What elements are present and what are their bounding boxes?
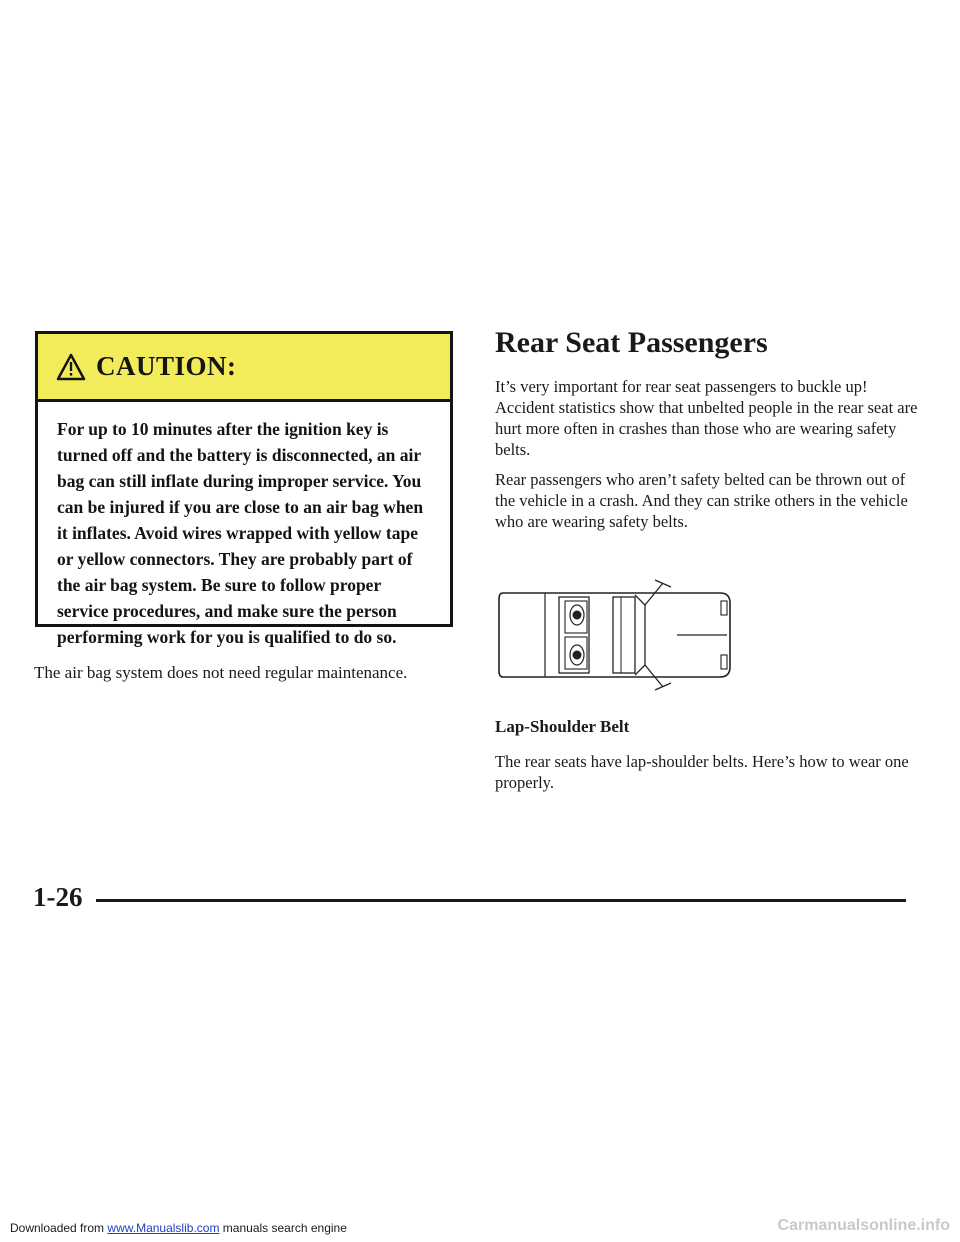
watermark: Carmanualsonline.info bbox=[777, 1217, 950, 1234]
banner-prefix: Downloaded from bbox=[10, 1221, 105, 1235]
maintenance-note: The air bag system does not need regular maintenance. bbox=[34, 663, 408, 682]
footer-rule bbox=[96, 899, 906, 902]
banner-suffix: manuals search engine bbox=[222, 1221, 347, 1235]
paragraph-lap-shoulder: The rear seats have lap-shoulder belts. Here’s how to wear one properly. bbox=[495, 752, 909, 792]
paragraph-thrown-out: Rear passengers who aren’t safety belted can be thrown out of the vehicle in a crash. And they can strike others in the vehicle who are wearing safety belts. bbox=[495, 470, 908, 531]
vehicle-top-view-icon bbox=[495, 575, 735, 695]
warning-triangle-icon bbox=[56, 353, 86, 381]
paragraph-buckle-up: It’s very important for rear seat passengers to buckle up! Accident statistics show that unbelted people in the rear seat are hurt more often in crashes than those who are wearing safety belts. bbox=[495, 377, 918, 459]
page-number: 1-26 bbox=[33, 882, 83, 912]
caution-title: CAUTION: bbox=[96, 351, 237, 381]
caution-box bbox=[35, 331, 453, 647]
section-title: Rear Seat Passengers bbox=[495, 326, 768, 359]
lap-shoulder-belt-heading: Lap-Shoulder Belt bbox=[495, 717, 630, 736]
caution-header bbox=[38, 334, 450, 402]
manualslib-link[interactable]: www.Manualslib.com bbox=[107, 1221, 220, 1235]
download-banner bbox=[10, 1221, 347, 1235]
caution-text: For up to 10 minutes after the ignition key is turned off and the battery is disconnected, an air bag can still inflate during improper service. You can be injured if you are close to an air bag when it inflates. Avoid wires wrapped with yellow tape or yellow connectors. They are probably part of the air bag system. Be sure to follow proper service procedures, and make sure the person performing work for you is qualified to do so. bbox=[57, 419, 424, 647]
